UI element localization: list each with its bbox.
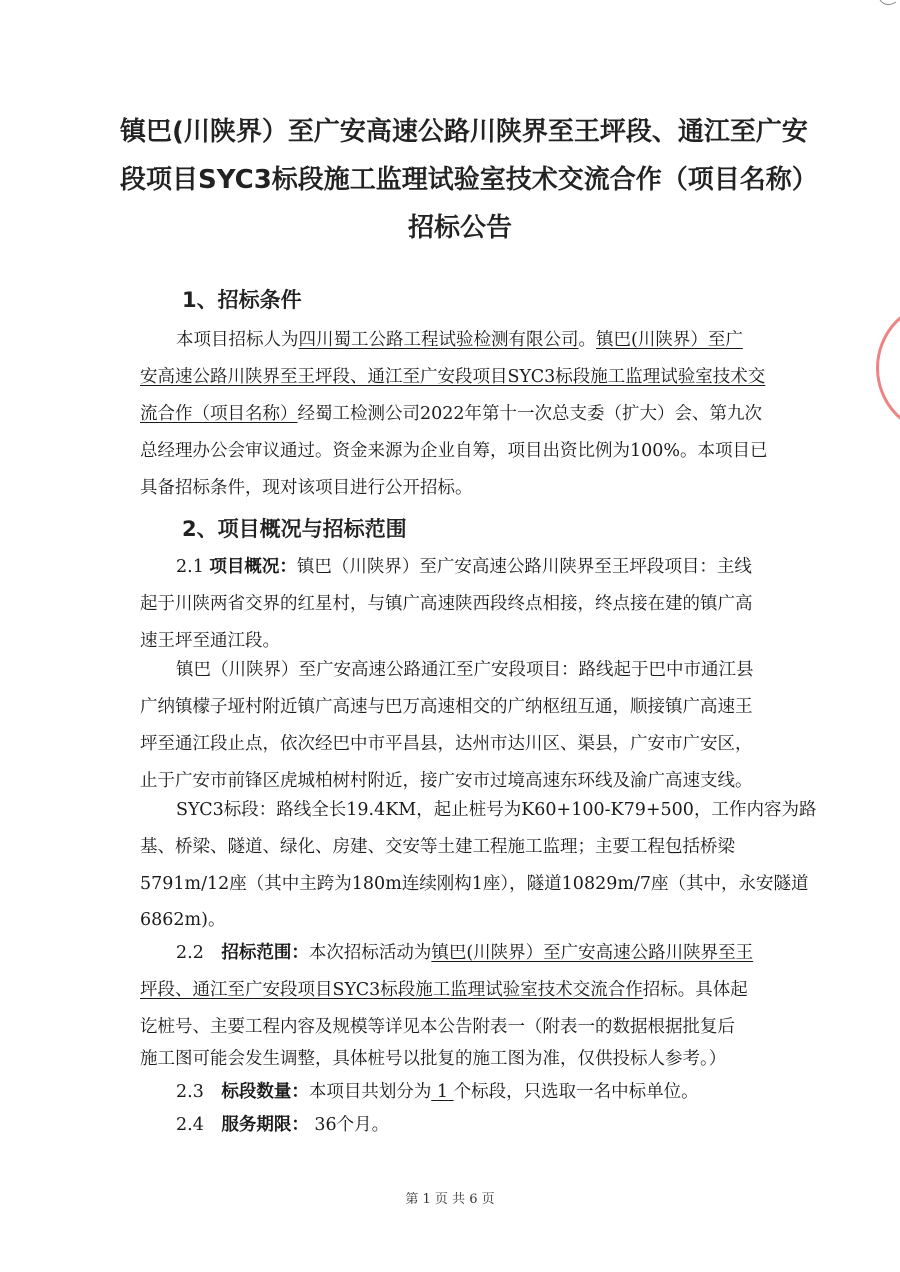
corner-mark-icon — [876, 0, 900, 10]
s1-line-2 — [140, 366, 780, 388]
p-line: 基、桥梁、隧道、绿化、房建、交安等土建工程施工监理；主要工程包括桥梁 — [140, 837, 735, 857]
project-name-fragment: 安高速公路川陕界至王坪段、通江至广安段项目SYC3标段施工监理试验室技术交 — [140, 367, 766, 387]
text-fragment: 个标段，只选取一名中标单位。 — [453, 1082, 699, 1102]
p-line: 6862m)。 — [140, 910, 226, 930]
p-line: SYC3标段：路线全长19.4KM，起止桩号为K60+100-K79+500，工作内容为路 — [176, 800, 817, 820]
page-footer: 第 1 页 共 6 页 — [405, 1192, 495, 1207]
s1-line-5: 具备招标条件，现对该项目进行公开招标。 — [140, 478, 473, 498]
clause-number: 2.4 — [176, 1115, 222, 1135]
title-line-2: 段项目SYC3标段施工监理试验室技术交流合作（项目名称） — [120, 165, 818, 195]
text-fragment: 本项目共划分为 — [308, 1082, 432, 1102]
p-line: 广纳镇檬子垭村附近镇广高速与巴万高速相交的广纳枢纽互通，顺接镇广高速王 — [140, 697, 753, 717]
p21-line-1 — [176, 556, 816, 578]
p-line: 5791m/12座（其中主跨为180m连续刚构1座），隧道10829m/7座（其中，永安隧道 — [140, 874, 809, 894]
tenderer-name: 四川蜀工公路工程试验检测有限公司 — [298, 330, 579, 350]
project-name-fragment: 镇巴(川陕界）至广 — [596, 330, 743, 350]
service-period: 36个月。 — [308, 1115, 390, 1135]
p21-line-2: 起于川陕两省交界的红星村，与镇广高速陕西段终点相接，终点接在建的镇广高 — [140, 594, 753, 614]
p23-line — [176, 1081, 816, 1103]
s1-line-4: 总经理办公会审议通过。资金来源为企业自筹，项目出资比例为100%。本项目已 — [140, 441, 768, 461]
text-fragment: 。 — [578, 330, 596, 350]
s1-line-1 — [176, 329, 816, 351]
clause-label: 招标范围： — [221, 943, 309, 963]
p-line: 止于广安市前锋区虎城柏树村附近，接广安市过境高速东环线及渝广高速支线。 — [140, 771, 753, 791]
section-2-heading: 2、项目概况与招标范围 — [182, 517, 407, 541]
title-line-3: 招标公告 — [407, 213, 512, 243]
official-seal — [876, 300, 900, 436]
text-fragment: 经蜀工检测公司2022年第十一次总支委（扩大）会、第九次 — [297, 404, 763, 424]
p21-line-3: 速王坪至通江段。 — [140, 631, 280, 651]
section-1-heading: 1、招标条件 — [182, 288, 302, 312]
lot-count: 1 — [436, 1082, 449, 1102]
text-fragment: 本次招标活动为 — [308, 943, 432, 963]
p-line: 坪至通江段止点，依次经巴中市平昌县，达州市达川区、渠县，广安市广安区， — [140, 734, 753, 754]
p22-line-2 — [140, 979, 780, 1001]
clause-label: 标段数量： — [221, 1082, 309, 1102]
title-line-1: 镇巴(川陕界）至广安高速公路川陕界至王坪段、通江至广安 — [120, 117, 808, 147]
p-line: 讫桩号、主要工程内容及规模等详见本公告附表一（附表一的数据根据批复后 — [140, 1017, 735, 1037]
text-fragment: 镇巴（川陕界）至广安高速公路川陕界至王坪段项目：主线 — [296, 557, 752, 577]
project-name-fragment: 镇巴(川陕界）至广安高速公路川陕界至王 — [431, 943, 754, 963]
p-line: 镇巴（川陕界）至广安高速公路通江至广安段项目：路线起于巴中市通江县 — [176, 660, 754, 680]
clause-number: 2.2 — [176, 943, 222, 963]
clause-number: 2.1 — [176, 557, 210, 577]
document-title — [120, 108, 818, 252]
clause-number: 2.3 — [176, 1082, 222, 1102]
s1-line-3 — [140, 403, 780, 425]
clause-label: 项目概况： — [209, 557, 297, 577]
project-name-fragment: 坪段、通江至广安段项目SYC3标段施工监理试验室技术交流合作 — [140, 980, 643, 1000]
p22-line-1 — [176, 942, 816, 964]
text-fragment: 本项目招标人为 — [176, 330, 299, 350]
p-line: 施工图可能会发生调整，具体桩号以批复的施工图为准，仅供投标人参考。） — [140, 1049, 727, 1069]
text-fragment: 招标。具体起 — [642, 980, 748, 1000]
p24-line — [176, 1114, 816, 1136]
project-name-fragment: 流合作（项目名称） — [140, 404, 298, 424]
clause-label: 服务期限： — [221, 1115, 309, 1135]
